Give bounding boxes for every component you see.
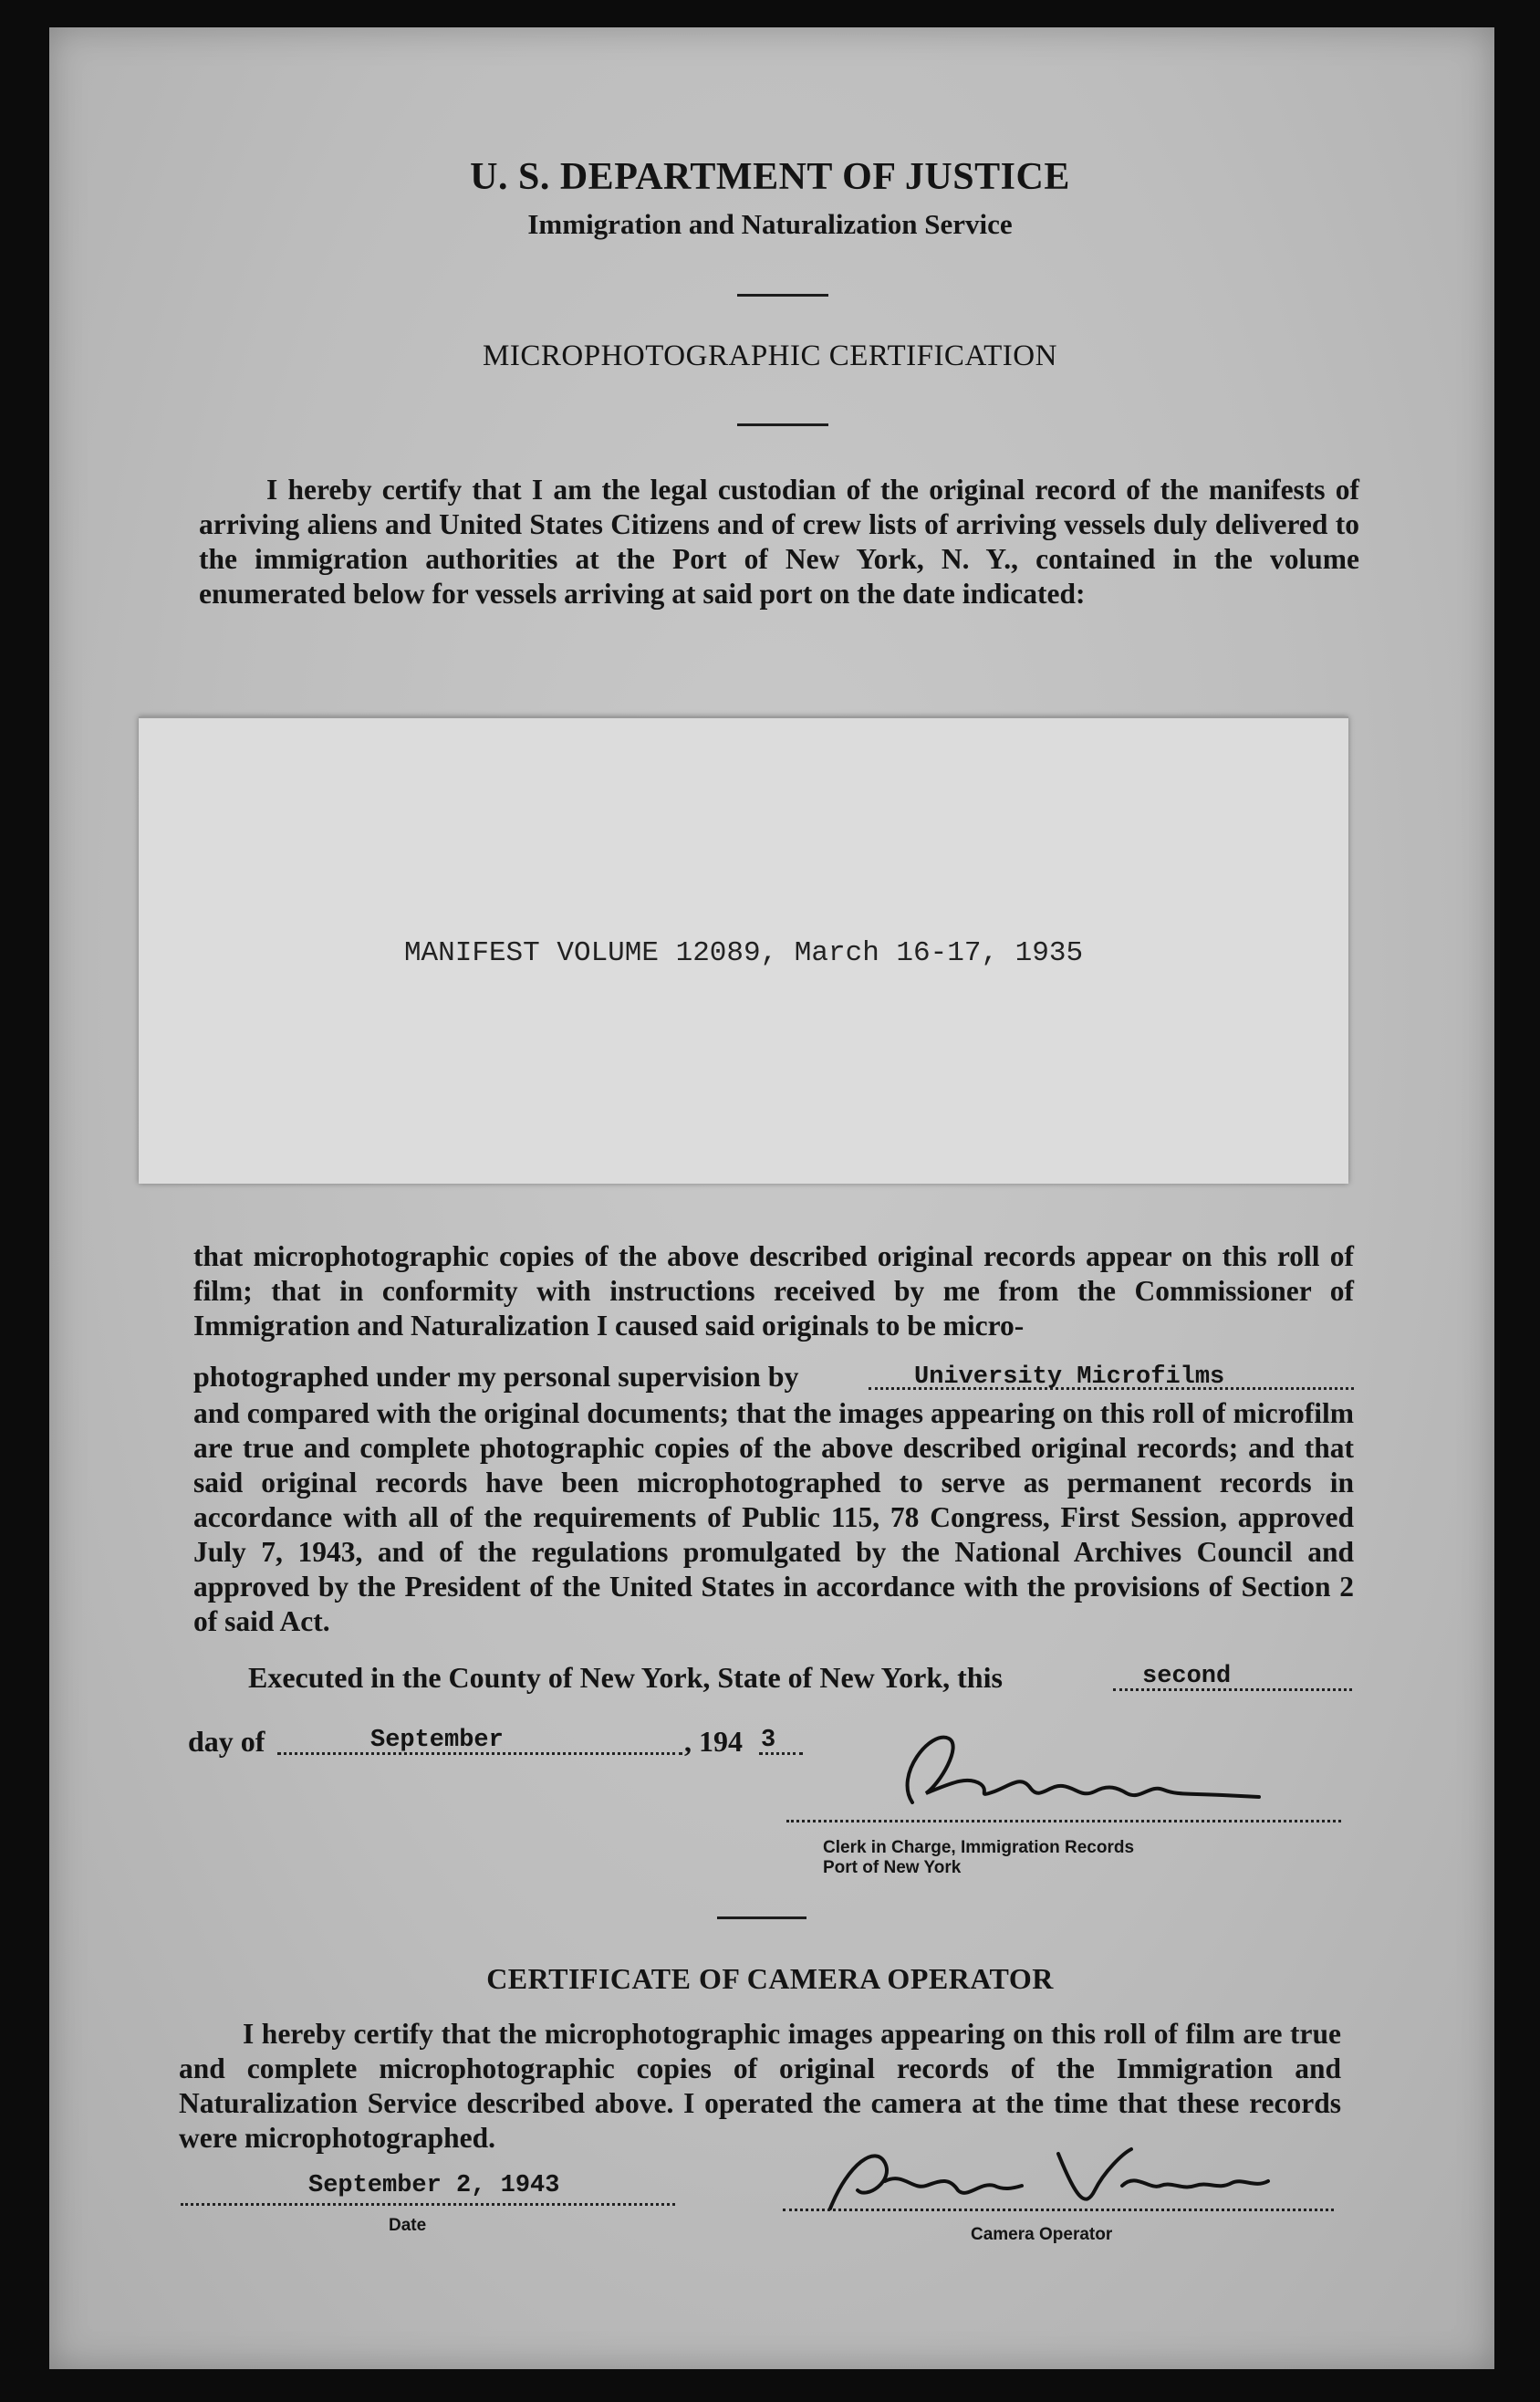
body-paragraph-part2: and compared with the original documents; that the images appearing on this roll of microfilm are true and complete photographic copies of the above described original records; and that said original records have been microphotographed to serve as permanent records in accordance with all of the requirements of Public 115, 78 Congress, First Session, approved July 7, 1943, and of the regulations promulgated by the National Archives Council and approved by the President of the United States in accordance with the provisions of Section 2 of said Act.	[193, 1397, 1354, 1637]
clerk-signature-line	[786, 1820, 1341, 1822]
supervision-prefix: photographed under my personal supervision by	[193, 1360, 799, 1393]
operator-signature-line	[783, 2209, 1334, 2211]
service-subtitle: Immigration and Naturalization Service	[527, 208, 1013, 240]
operator-signature	[821, 2136, 1295, 2218]
supervision-value: University Microfilms	[914, 1363, 1225, 1391]
executed-line	[248, 1661, 1361, 1697]
clerk-caption-line1: Clerk in Charge, Immigration Records	[823, 1838, 1135, 1857]
camera-paragraph: I hereby certify that the microphotographic images appearing on this roll of film are true and complete microphotographic copies of original records of the Immigration and Naturalization Service described above. I operated the camera at the time that these records were microphotographed.	[179, 2018, 1341, 2154]
supervision-line	[193, 1360, 1354, 1396]
month-value: September	[370, 1727, 504, 1754]
year-value: 3	[761, 1727, 776, 1754]
department-title: U. S. DEPARTMENT OF JUSTICE	[470, 156, 1070, 198]
divider-mid	[737, 423, 828, 426]
executed-prefix: Executed in the County of New York, State of New York, this	[248, 1661, 1003, 1694]
clerk-signature	[876, 1720, 1277, 1821]
body-paragraph-part1: that microphotographic copies of the above described original records appear on this roll of film; that in conformity with instructions received by me from the Commissioner of Immigration and Naturalization I caused said originals to be micro-	[193, 1240, 1354, 1342]
divider-top	[737, 294, 828, 297]
volume-slip-text: MANIFEST VOLUME 12089, March 16-17, 1935	[403, 937, 1084, 969]
operator-label: Camera Operator	[971, 2225, 1113, 2244]
camera-date-label: Date	[389, 2216, 427, 2235]
day-of-label: day of	[188, 1725, 265, 1758]
camera-certificate-title: CERTIFICATE OF CAMERA OPERATOR	[486, 1962, 1054, 1995]
camera-date-value: September 2, 1943	[308, 2172, 560, 2199]
month-line	[188, 1725, 827, 1761]
divider-camera	[717, 1916, 806, 1919]
year-dots	[759, 1752, 803, 1755]
clerk-caption	[823, 1838, 1134, 1878]
year-prefix: , 194	[684, 1725, 743, 1758]
camera-date-line	[181, 2203, 675, 2206]
executed-day-value: second	[1142, 1663, 1232, 1690]
clerk-caption-line2: Port of New York	[823, 1858, 962, 1877]
intro-paragraph: I hereby certify that I am the legal custodian of the original record of the manifests of arriving aliens and United States Citizens and of crew lists of arriving vessels duly delivered to the immigration authorities at the Port of New York, N. Y., contained in the volume enumerated below for vessels arriving at said port on the date indicated:	[199, 474, 1359, 610]
certification-title: MICROPHOTOGRAPHIC CERTIFICATION	[483, 339, 1057, 372]
volume-slip	[139, 716, 1348, 1184]
